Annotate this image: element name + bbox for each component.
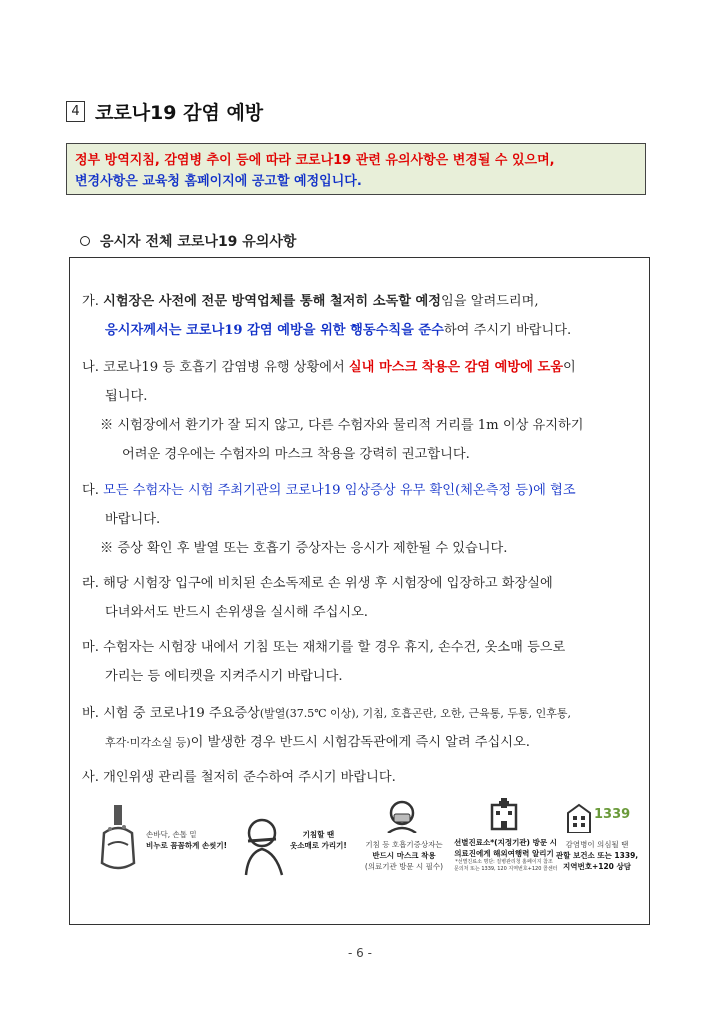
item-marker: 다. [82, 483, 99, 498]
callcenter-line-2: 관할 보건소 또는 1339, [555, 851, 639, 860]
item-ga-line-1 [82, 286, 642, 318]
item-marker: 바. [82, 706, 99, 721]
section-number: 4 [66, 101, 85, 122]
item-text-small: 후각·미각소실 등) [105, 736, 191, 749]
item-marker: 나. [82, 360, 99, 375]
hospital-line-1: 선별진료소*(지정기관) 방문 시 [454, 838, 557, 847]
item-text: 개인위생 관리를 철저히 준수하여 주시기 바랍니다. [103, 770, 396, 785]
item-ba-line-2 [105, 727, 665, 759]
handwash-line-1: 손바닥, 손톱 밑 [146, 830, 197, 839]
item-text: 임을 알려드리며, [441, 294, 539, 309]
callcenter-text [554, 839, 640, 872]
1339-logo: 1339 [594, 807, 631, 822]
item-da-line-1 [82, 475, 642, 507]
hospital-line-3: *선별진료소 명단: 질병관리청 홈페이지 참조 [455, 859, 553, 865]
item-ra-line-2: 다녀와서도 반드시 손위생을 실시해 주십시오. [105, 605, 369, 620]
hospital-group [454, 795, 558, 890]
item-na-note-2: 어려운 경우에는 수험자의 마스크 착용을 강력히 권고합니다. [122, 447, 470, 462]
circle-bullet-icon [80, 236, 90, 246]
building-icon [566, 803, 592, 833]
item-text-blue: 응시자께서는 코로나19 감염 예방을 위한 행동수칙을 준수 [105, 323, 444, 338]
item-ga-line-2 [105, 315, 665, 347]
mask-person-icon [382, 799, 422, 833]
callcenter-line-3: 지역번호+120 상담 [562, 862, 632, 871]
item-marker: 마. [82, 640, 99, 655]
item-ma-line-2: 가리는 등 에티켓을 지켜주시기 바랍니다. [105, 669, 343, 684]
cough-line-1: 기침할 땐 [302, 830, 335, 839]
item-sa-line-1 [82, 762, 642, 794]
cough-line-2: 옷소매로 가리기! [290, 841, 347, 850]
item-ba-line-1 [82, 698, 642, 730]
hospital-line-2: 의료진에게 해외여행력 알리기 [454, 849, 554, 858]
notice-box [66, 143, 646, 195]
item-na-line-2: 됩니다. [105, 389, 148, 404]
handwash-group [92, 795, 232, 890]
item-text: 코로나19 등 호흡기 감염병 유행 상황에서 [103, 360, 349, 375]
handwash-icon [94, 803, 142, 883]
hospital-icon [486, 797, 522, 831]
notice-line-2: 변경사항은 교육청 홈페이지에 공고할 예정입니다. [75, 174, 362, 189]
item-text: 하여 주시기 바랍니다. [443, 323, 572, 338]
mask-line-1: 기침 등 호흡기증상자는 [365, 840, 443, 849]
item-marker: 라. [82, 576, 99, 591]
item-na-note-1: ※ 시험장에서 환기가 잘 되지 않고, 다른 수험자와 물리적 거리를 1m 이상 유지하기 [100, 418, 584, 433]
cough-icon [242, 815, 286, 885]
item-ma-line-1 [82, 632, 642, 664]
section-heading: 코로나19 감염 예방 [95, 102, 264, 124]
mask-group [354, 795, 454, 890]
mask-line-3: (의료기관 방문 시 필수) [364, 862, 444, 871]
prevention-icons [92, 795, 640, 890]
item-da-line-2: 바랍니다. [105, 512, 161, 527]
item-text: 해당 시험장 입구에 비치된 손소독제로 손 위생 후 시험장에 입장하고 화장실에 [103, 576, 553, 591]
item-text: 이 발생한 경우 반드시 시험감독관에게 즉시 알려 주십시오. [190, 735, 530, 750]
item-text-small: (발열(37.5℃ 이상), 기침, 호흡곤란, 오한, 근육통, 두통, 인후통, [259, 707, 572, 720]
section-title [66, 98, 263, 125]
item-text-blue: 모든 수험자는 시험 주최기관의 코로나19 임상증상 유무 확인(체온측정 등)에 협조 [103, 483, 576, 498]
subsection-title-text: 응시자 전체 코로나19 유의사항 [100, 234, 297, 250]
mask-text [354, 839, 454, 872]
callcenter-line-1: 감염병이 의심될 땐 [565, 840, 629, 849]
item-text-bold: 시험장은 사전에 전문 방역업체를 통해 철저히 소독할 예정 [103, 294, 442, 309]
item-text: 수험자는 시험장 내에서 기침 또는 재채기를 할 경우 휴지, 손수건, 옷소매 등으로 [103, 640, 566, 655]
notice-line-1: 정부 방역지침, 감염병 추이 등에 따라 코로나19 관련 유의사항은 변경될 수 있으며, [75, 153, 555, 168]
handwash-line-2: 비누로 꼼꼼하게 손씻기! [146, 841, 228, 850]
hospital-line-4: 문의처 또는 1339, 120 지역번호+120 콜센터 [454, 866, 558, 872]
callcenter-group [554, 795, 640, 890]
item-text: 이 [562, 360, 576, 375]
hospital-text [454, 837, 558, 873]
item-text-red: 실내 마스크 착용은 감염 예방에 도움 [348, 360, 563, 375]
item-marker: 사. [82, 770, 99, 785]
cough-group [242, 795, 352, 890]
item-marker: 가. [82, 294, 99, 309]
cough-text [290, 829, 347, 851]
item-text: 시험 중 코로나19 주요증상 [103, 706, 260, 721]
handwash-text [146, 829, 227, 851]
subsection-title [80, 231, 296, 251]
mask-line-2: 반드시 마스크 착용 [372, 851, 436, 860]
item-ra-line-1 [82, 568, 642, 600]
item-da-note: ※ 증상 확인 후 발열 또는 호흡기 증상자는 응시가 제한될 수 있습니다. [100, 541, 508, 556]
page-number: - 6 - [348, 946, 372, 960]
item-na-line-1 [82, 352, 642, 384]
